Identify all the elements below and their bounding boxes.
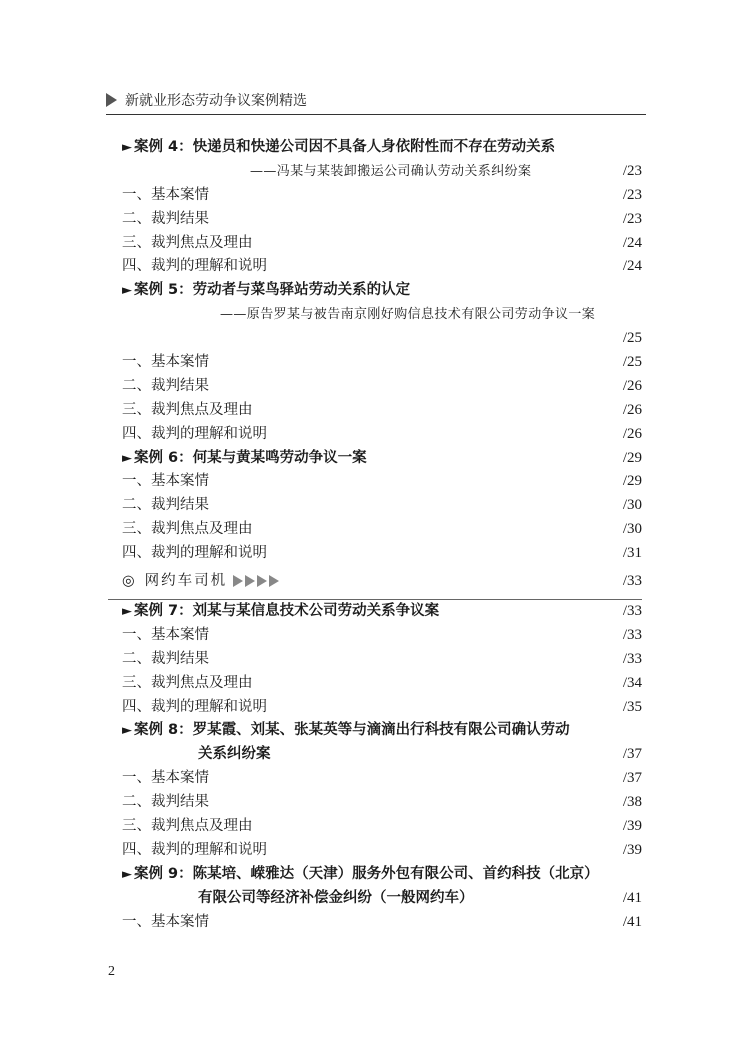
toc-case-row[interactable]	[122, 279, 642, 303]
toc-item-row[interactable]	[122, 255, 642, 279]
toc-item-row[interactable]	[122, 327, 642, 351]
toc-case-subtitle-row[interactable]	[122, 160, 642, 184]
toc-item-row[interactable]	[122, 696, 642, 720]
toc-page-number: /41	[622, 889, 642, 906]
toc-page-number: /33	[622, 626, 642, 643]
toc-case-row[interactable]	[122, 719, 642, 743]
case-title: 案例 7：刘某与某信息技术公司劳动关系争议案	[134, 603, 440, 620]
toc-page-number: /23	[622, 210, 642, 227]
toc-page-number: /41	[622, 913, 642, 930]
toc-item-row[interactable]	[122, 351, 642, 375]
toc-entry-text: 四、裁判的理解和说明	[122, 545, 267, 562]
toc-page-number: /24	[622, 234, 642, 251]
toc-item-row[interactable]	[122, 839, 642, 863]
toc-case-row[interactable]	[122, 600, 642, 624]
toc-case-subtitle-row[interactable]	[122, 303, 642, 327]
toc-entry-text: 三、裁判焦点及理由	[122, 674, 253, 691]
toc-entry-text: 二、裁判结果	[122, 497, 209, 514]
double-circle-icon: ◎	[122, 573, 137, 590]
toc-page-number: /30	[622, 521, 642, 538]
toc-page-number: /24	[622, 258, 642, 275]
section-heading-block	[122, 566, 642, 600]
page-number: 2	[108, 964, 115, 979]
toc-entry-text: 二、裁判结果	[122, 650, 209, 667]
toc-entry-text: 一、基本案情	[122, 626, 209, 643]
toc-page-number: /39	[622, 841, 642, 858]
toc-page-number: /26	[622, 401, 642, 418]
toc-page-number: /38	[622, 794, 642, 811]
pointer-arrow-icon: ►	[122, 723, 132, 739]
toc-item-row[interactable]	[122, 624, 642, 648]
section-title: 网约车司机	[144, 573, 228, 590]
pointer-arrow-icon: ►	[122, 140, 132, 155]
toc-item-row[interactable]	[122, 791, 642, 815]
toc-entry-text: 一、基本案情	[122, 473, 209, 490]
toc-page-number: /25	[622, 330, 642, 347]
toc-page-number: /23	[622, 162, 642, 179]
toc-entry-text: 三、裁判焦点及理由	[122, 521, 253, 538]
toc-entry-text: 四、裁判的理解和说明	[122, 841, 267, 858]
toc-section-row[interactable]	[122, 570, 642, 594]
toc-entry-text: 三、裁判焦点及理由	[122, 234, 253, 251]
toc-case-row[interactable]	[122, 447, 642, 471]
toc-page-number: /23	[622, 186, 642, 203]
toc-page-number: /35	[622, 698, 642, 715]
toc-page-number: /34	[622, 674, 642, 691]
toc-entry-text: ——原告罗某与被告南京刚好购信息技术有限公司劳动争议一案	[220, 307, 596, 323]
pointer-arrow-icon: ►	[122, 450, 132, 466]
case-title: 案例 8：罗某霞、刘某、张某英等与滴滴出行科技有限公司确认劳动	[134, 722, 570, 739]
toc-entry-text: 一、基本案情	[122, 913, 209, 930]
toc-entry-text: 二、裁判结果	[122, 794, 209, 811]
header-rule	[106, 114, 646, 115]
arrow-triangles-icon	[233, 575, 279, 587]
pointer-arrow-icon: ►	[122, 283, 132, 299]
case-title: 案例 9：陈某培、嵘雅达（天津）服务外包有限公司、首约科技（北京）	[134, 865, 599, 882]
toc-entry-text: ——冯某与某装卸搬运公司确认劳动关系纠纷案	[250, 163, 532, 179]
toc-item-row[interactable]	[122, 423, 642, 447]
toc-page-number: /31	[622, 545, 642, 562]
toc-item-row[interactable]	[122, 399, 642, 423]
table-of-contents	[122, 136, 642, 935]
toc-page-number: /26	[622, 425, 642, 442]
toc-entry-text: 一、基本案情	[122, 770, 209, 787]
toc-page-number: /37	[622, 746, 642, 763]
toc-page-number: /26	[622, 377, 642, 394]
toc-entry-text: 关系纠纷案	[198, 746, 271, 763]
toc-item-row[interactable]	[122, 911, 642, 935]
toc-page-number: /33	[622, 650, 642, 667]
toc-entry-text: 二、裁判结果	[122, 210, 209, 227]
toc-case-row[interactable]	[122, 136, 642, 160]
toc-item-row[interactable]	[122, 184, 642, 208]
case-title: 案例 5：劳动者与菜鸟驿站劳动关系的认定	[134, 282, 411, 299]
pointer-arrow-icon: ►	[122, 866, 132, 882]
toc-entry-text: 三、裁判焦点及理由	[122, 401, 253, 418]
toc-page-number: /37	[622, 770, 642, 787]
toc-page-number: /39	[622, 818, 642, 835]
toc-page-number: /33	[622, 603, 642, 620]
book-title: 新就业形态劳动争议案例精选	[125, 93, 307, 109]
case-title: 案例 6：何某与黄某鸣劳动争议一案	[134, 449, 367, 466]
toc-entry-text: 三、裁判焦点及理由	[122, 818, 253, 835]
toc-item-row[interactable]	[122, 375, 642, 399]
pointer-arrow-icon: ►	[122, 604, 132, 620]
toc-item-row[interactable]	[122, 518, 642, 542]
toc-page-number: /33	[622, 573, 642, 590]
toc-item-row[interactable]	[122, 648, 642, 672]
toc-page-number: /29	[622, 473, 642, 490]
toc-entry-text: 二、裁判结果	[122, 377, 209, 394]
toc-item-row[interactable]	[122, 232, 642, 256]
toc-page-number: /30	[622, 497, 642, 514]
toc-case-continuation-row[interactable]	[122, 743, 642, 767]
running-header	[106, 90, 646, 110]
toc-item-row[interactable]	[122, 470, 642, 494]
toc-case-row[interactable]	[122, 863, 642, 887]
toc-entry-text: 四、裁判的理解和说明	[122, 258, 267, 275]
toc-item-row[interactable]	[122, 494, 642, 518]
toc-entry-text: 四、裁判的理解和说明	[122, 425, 267, 442]
toc-entry-text: 一、基本案情	[122, 354, 209, 371]
toc-item-row[interactable]	[122, 208, 642, 232]
toc-item-row[interactable]	[122, 542, 642, 566]
toc-item-row[interactable]	[122, 767, 642, 791]
toc-entry-text: 有限公司等经济补偿金纠纷（一般网约车）	[198, 889, 474, 906]
toc-item-row[interactable]	[122, 672, 642, 696]
toc-case-continuation-row[interactable]	[122, 887, 642, 911]
triangle-marker-icon	[106, 93, 117, 107]
toc-entry-text: 四、裁判的理解和说明	[122, 698, 267, 715]
toc-entry-text: 一、基本案情	[122, 186, 209, 203]
toc-page-number: /25	[622, 354, 642, 371]
case-title: 案例 4：快递员和快递公司因不具备人身依附性而不存在劳动关系	[134, 139, 556, 155]
toc-page-number: /29	[622, 449, 642, 466]
toc-item-row[interactable]	[122, 815, 642, 839]
